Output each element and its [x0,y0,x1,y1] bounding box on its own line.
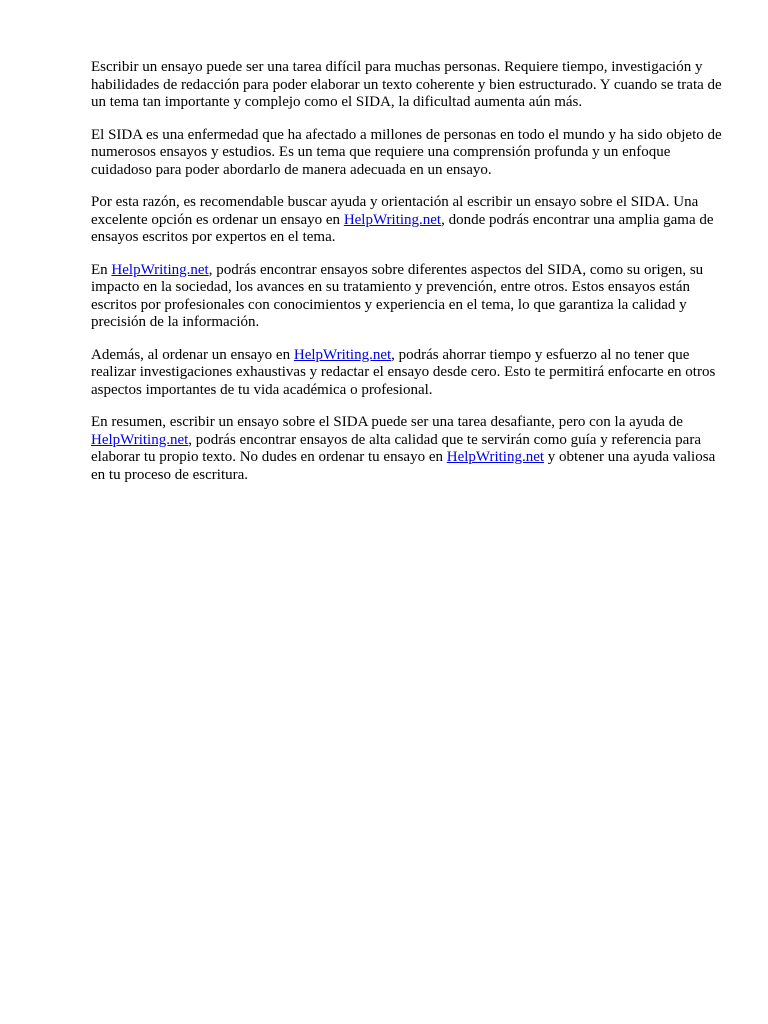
paragraph-essay-topics [91,262,729,332]
paragraph-text: Escribir un ensayo puede ser una tarea difícil para muchas personas. Requiere tiempo, investigación y habilidades de redacción para poder elaborar un texto coherente y bien estructurado. Y cuando se trata de un tema tan importante y complejo como el SIDA, la dificultad aumenta aún más. [91,59,722,110]
helpwriting-link[interactable]: HelpWriting.net [293,346,392,363]
paragraph-text: y obtener una ayuda valiosa en tu proceso de escritura. [91,449,716,483]
paragraph-text: , podrás encontrar ensayos de alta calidad que te servirán como guía y referencia para elaborar tu propio texto. No dudes en ordenar tu ensayo en [91,431,701,465]
helpwriting-link[interactable]: HelpWriting.net [111,261,209,278]
helpwriting-link[interactable]: HelpWriting.net [343,211,442,228]
paragraph-text: Por esta razón, es recomendable buscar ayuda y orientación al escribir un ensayo sobre el SIDA. Una excelente opción es ordenar un ensayo en [91,194,699,228]
paragraph-intro [91,59,729,112]
paragraph-sida-description [91,127,729,180]
paragraph-text: , podrás ahorrar tiempo y esfuerzo al no tener que realizar investigaciones exhaustivas y redactar el ensayo desde cero. Esto te permitirá enfocarte en otros aspectos importantes de tu vida académica o profesional. [91,346,716,398]
paragraph-text: Además, al ordenar un ensayo en [91,346,294,363]
paragraph-recommendation [91,194,729,247]
paragraph-summary [91,414,729,484]
paragraph-text: En resumen, escribir un ensayo sobre el SIDA puede ser una tarea desafiante, pero con la ayuda de [91,414,683,430]
document-body [91,59,729,499]
helpwriting-link[interactable]: HelpWriting.net [446,449,545,465]
paragraph-text: , donde podrás encontrar una amplia gama de ensayos escritos por expertos en el tema. [91,211,714,245]
paragraph-benefits [91,347,729,400]
paragraph-text: , podrás encontrar ensayos sobre diferentes aspectos del SIDA, como su origen, su impacto en la sociedad, los avances en su tratamiento y prevención, entre otros. Estos ensayos están escritos por profesionales con conocimientos y experiencia en el tema, lo que garantiza la calidad y precisión de la información. [91,261,704,330]
paragraph-text: En [91,261,112,278]
helpwriting-link[interactable]: HelpWriting.net [91,431,189,448]
paragraph-text: El SIDA es una enfermedad que ha afectado a millones de personas en todo el mundo y ha sido objeto de numerosos ensayos y estudios. Es un tema que requiere una comprensión profunda y un enfoque cuidadoso para poder abordarlo de manera adecuada en un ensayo. [91,126,722,178]
